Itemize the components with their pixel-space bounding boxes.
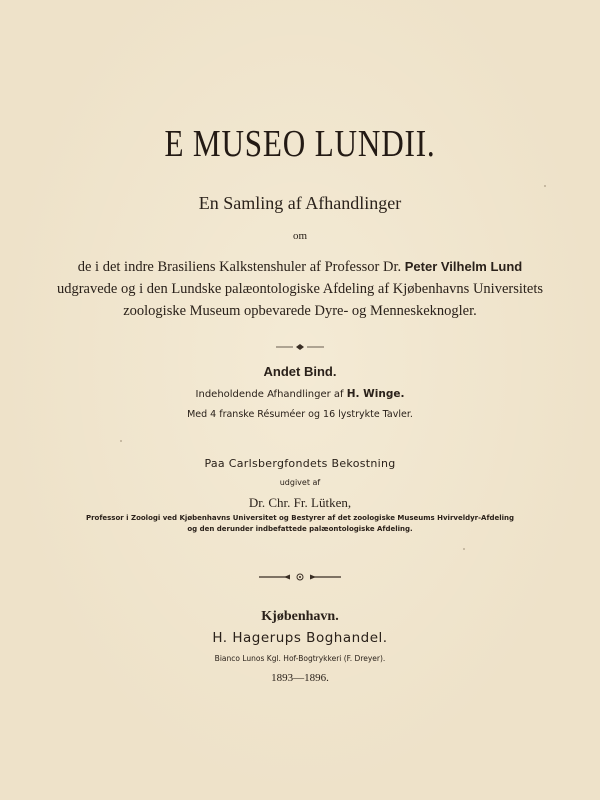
ornament-divider-1-graphic xyxy=(0,343,600,351)
funding-line: Paa Carlsbergfondets Bekostning xyxy=(204,457,396,470)
contents-author: H. Winge. xyxy=(346,388,405,400)
paper-speck xyxy=(463,548,465,550)
contents-text: Indeholdende Afhandlinger af xyxy=(195,389,344,400)
description xyxy=(0,256,600,322)
city: Kjøbenhavn. xyxy=(261,609,339,624)
publisher: H. Hagerups Boghandel. xyxy=(212,630,388,646)
paper-speck xyxy=(120,440,122,442)
editor-name: Dr. Chr. Fr. Lütken, xyxy=(248,495,352,510)
contents-line xyxy=(0,388,600,400)
published-by-line: udgivet af xyxy=(279,478,321,487)
editor-title-line-2: og den derunder indbefattede palæontologiske Afdeling. xyxy=(187,525,413,533)
description-line-1-text: de i det indre Brasiliens Kalkstenshuler af Professor Dr. xyxy=(77,259,402,275)
description-line-1 xyxy=(0,256,600,278)
editor-title-line-1: Professor i Zoologi ved Kjøbenhavns Universitet og Bestyrer af det zoologiske Museums Hvirveldyr-Afdeling xyxy=(85,514,515,522)
author-name: Peter Vilhelm Lund xyxy=(404,259,523,274)
ornament-divider-2 xyxy=(0,566,600,574)
ornament-divider-1 xyxy=(0,336,600,344)
printer: Bianco Lunos Kgl. Hof-Bogtrykkeri (F. Dreyer). xyxy=(214,654,386,663)
paper-speck xyxy=(544,185,546,187)
ornament-divider-2-graphic xyxy=(0,573,600,581)
volume-label: Andet Bind. xyxy=(263,364,337,379)
publication-years: 1893—1896. xyxy=(271,672,329,684)
om-text: om xyxy=(292,230,308,242)
supplements-line: Med 4 franske Résuméer og 16 lystrykte Tavler. xyxy=(187,409,413,420)
subtitle: En Samling af Afhandlinger xyxy=(198,193,402,213)
description-line-3: zoologiske Museum opbevarede Dyre- og Menneskeknogler. xyxy=(123,303,477,319)
page-title: E MUSEO LUNDII. xyxy=(164,123,436,165)
description-line-2: udgravede og i den Lundske palæontologiske Afdeling af Kjøbenhavns Universitets xyxy=(56,281,544,297)
